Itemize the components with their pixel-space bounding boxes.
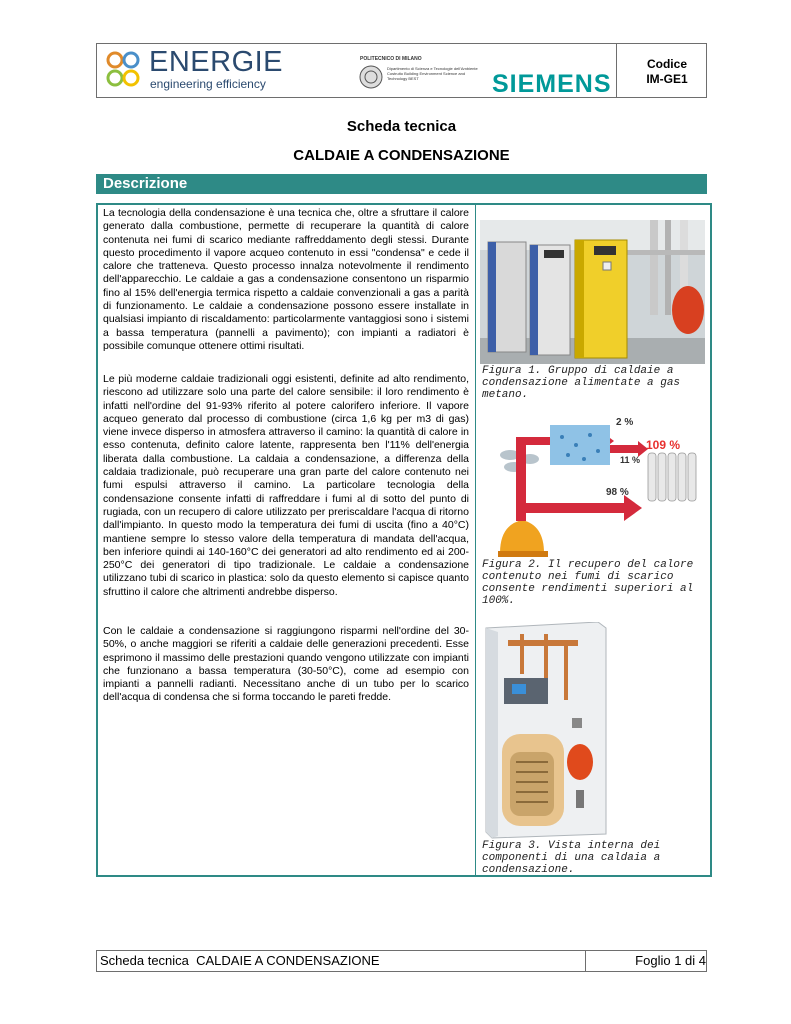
polimi-title: POLITECNICO DI MILANO	[360, 56, 422, 62]
figure-1-caption: Figura 1. Gruppo di caldaie a condensazione alimentate a gas metano.	[482, 365, 681, 401]
figure-3-image	[480, 622, 610, 845]
header-divider	[616, 44, 617, 97]
code-value: IM-GE1	[646, 72, 688, 86]
polimi-department: Dipartimento di Scienza e Tecnologie dell'Ambiente Costruito Building Environment Science and Technology BEST	[387, 66, 478, 81]
brand-name: ENERGIE	[149, 46, 284, 78]
footer-document-title: Scheda tecnica CALDAIE A CONDENSAZIONE	[100, 953, 380, 968]
figure-2-diagram	[480, 415, 705, 562]
section-title: Descrizione	[103, 175, 188, 192]
paragraph-1: La tecnologia della condensazione è una tecnica che, oltre a sfruttare il calore generato dalla combustione, permette di recuperare la quantità di calore contenuta nei fumi di scarico mediante raffreddamento degli stessi. Durante questo procedimento il vapore acqueo contenuto in essi "condensa" e cede il calore che tratteneva. Questo processo innalza notevolmente il rendimento dell'apparecchio. Le caldaie a gas a condensazione consentono un risparmio fino al 15% dell'energia termica rispetto a caldaie convenzionali a gas a parità di funzionamento. Le caldaie a condensazione possono essere installate in qualsiasi impianto di riscaldamento: particolarmente vantaggiosi sono i sistemi a bassa temperatura (pannelli a pavimento); con impianti a radiatori è possibile comunque ottenere ottimi risultati.	[103, 207, 469, 352]
document-title: CALDAIE A CONDENSAZIONE	[293, 147, 510, 164]
siemens-logo: SIEMENS	[492, 70, 612, 98]
polimi-logo	[355, 56, 483, 94]
fig2-label-result: 109 %	[646, 438, 681, 452]
section-header-bar	[96, 174, 707, 194]
fig2-label-bottom: 98 %	[606, 487, 629, 498]
document-kind: Scheda tecnica	[346, 118, 457, 135]
fig2-label-mid: 11 %	[620, 455, 641, 465]
footer-page-number: Foglio 1 di 4	[635, 953, 706, 968]
fig2-label-top: 2 %	[616, 417, 634, 428]
figure-2-caption: Figura 2. Il recupero del calore contenuto nei fumi di scarico consente rendimenti superiori al 100%.	[482, 559, 694, 607]
energie-logo-icon	[104, 48, 148, 92]
paragraph-2: Le più moderne caldaie tradizionali oggi esistenti, definite ad alto rendimento, riescono ad utilizzare solo una parte del calore sensibile: il loro rendimento è infatti nell'ordine del 91-93% riferito al potere calorifero inferiore. Il vapore acqueo generato dal processo di combustione (circa 1,6 kg per m3 di gas) viene invece disperso in atmosfera attraverso il camino: la quantità di calore in esso contenuta, definito calore latente, rappresenta ben l'11% dell'energia liberata dalla combustione. La caldaia a condensazione, a differenza della caldaia tradizionale, può recuperare una gran parte del calore contenuto nei fumi espulsi attraverso il camino. La particolare tecnologia della condensazione consente infatti di raffreddare i fumi al di sotto del punto di rugiada, con un recupero di calore utilizzato per preriscaldare l'acqua di ritorno dall'impianto. In questo modo la temperatura dei fumi di uscita (fino a 40°C) mantiene sempre lo stesso valore della temperatura di mandata dell'acqua, ben inferiore quindi ai 140-160°C dei generatori ad alto rendimento ed ai 200-250°C dei generatori di tipo tradizionale. Le caldaie a condensazione utilizzano tubi di scarico in plastica: solo da questo elemento si capisce quanto sfruttino il calore che altrimenti andrebbe disperso.	[103, 373, 469, 598]
content-column-divider	[475, 205, 476, 875]
code-label: Codice	[646, 57, 687, 71]
brand-tagline: engineering efficiency	[150, 77, 266, 91]
polimi-seal-icon	[359, 65, 383, 89]
figure-3-caption: Figura 3. Vista interna dei componenti di una caldaia a condensazione.	[482, 840, 661, 876]
footer-divider	[585, 951, 586, 971]
paragraph-3: Con le caldaie a condensazione si raggiungono risparmi nell'ordine del 30-50%, o anche maggiori se riferiti a caldaie delle generazioni precedenti. Esse esprimono il massimo delle prestazioni quando vengono utilizzate con impianti che funzionano a bassa temperatura (30-50°C), come ad esempio con impianti a pannelli radianti. Necessitano anche di un tubo per lo scarico dell'acqua di condensa che si forma toccando le pareti fredde.	[103, 625, 469, 704]
energie-logo	[104, 46, 284, 94]
figure-1-image	[480, 220, 705, 369]
